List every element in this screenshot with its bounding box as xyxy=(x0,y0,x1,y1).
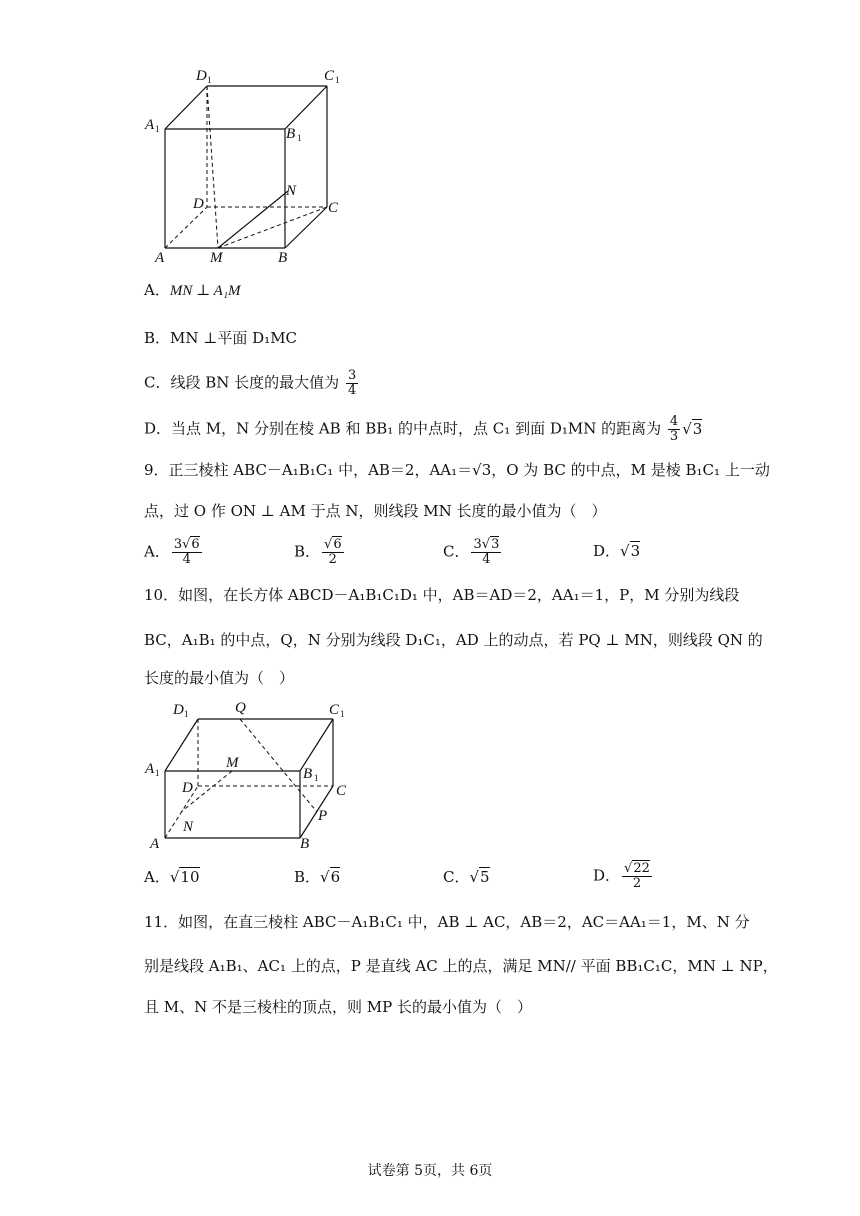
label-P: P xyxy=(318,808,328,824)
label-D1: D xyxy=(196,68,207,84)
q10-stem-line2: BC，A₁B₁ 的中点，Q，N 分别为线段 D₁C₁，AD 上的动点，若 PQ ⊥ MN，则线段 QN 的 xyxy=(144,631,763,649)
label-B1: B xyxy=(303,766,313,782)
svg-text:1: 1 xyxy=(184,709,189,719)
label-B: B xyxy=(300,836,310,852)
label-A1: A xyxy=(145,761,155,777)
q8-option-a: A．MN ⊥ A₁M xyxy=(144,281,241,299)
svg-text:1: 1 xyxy=(155,124,160,134)
q10-option-c: C．√5 xyxy=(443,868,490,886)
label-Q: Q xyxy=(235,700,246,716)
q10-option-b: B．√6 xyxy=(294,868,341,886)
page-footer: 试卷第 5页，共 6页 xyxy=(367,1163,493,1179)
svg-text:1: 1 xyxy=(314,773,319,783)
svg-text:1: 1 xyxy=(335,75,340,85)
label-C1: C xyxy=(329,702,340,718)
svg-text:1: 1 xyxy=(155,768,160,778)
label-A1: A xyxy=(145,117,155,133)
q8-option-b: B．MN ⊥平面 D₁MC xyxy=(144,329,298,347)
label-D: D xyxy=(182,780,193,796)
q8-option-c: C．线段 BN 长度的最大值为 $\frac{3}{4}$ xyxy=(144,368,357,398)
label-B: B xyxy=(278,250,288,266)
q9-option-a: A． $\frac{3√6}{4}$ xyxy=(144,537,200,567)
cube-figure xyxy=(140,62,360,272)
label-B1: B xyxy=(286,126,296,142)
q11-stem-line1: 11．如图，在直三棱柱 ABC－A₁B₁C₁ 中，AB ⊥ AC，AB＝2，AC＝AA₁＝1，M、N 分 xyxy=(144,913,750,931)
q9-option-c: C． $\frac{3√3}{4}$ xyxy=(443,537,500,567)
q11-stem-line2: 别是线段 A₁B₁、AC₁ 上的点，P 是直线 AC 上的点，满足 MN// 平面 BB₁C₁C，MN ⊥ NP， xyxy=(144,957,778,975)
q10-stem-line3: 长度的最小值为（ ） xyxy=(144,669,295,687)
label-M: M xyxy=(226,755,239,771)
label-C: C xyxy=(328,200,339,216)
label-D1: D xyxy=(173,702,184,718)
svg-text:1: 1 xyxy=(207,75,212,85)
q9-stem-line1: 9．正三棱柱 ABC－A₁B₁C₁ 中，AB＝2，AA₁＝√3，O 为 BC 的中点，M 是棱 B₁C₁ 上一动 xyxy=(144,461,770,479)
label-C1: C xyxy=(324,68,335,84)
q10-option-a: A．√10 xyxy=(144,868,200,886)
label-A: A xyxy=(155,250,165,266)
q9-option-d: D．√3 xyxy=(593,542,641,560)
box-figure xyxy=(140,695,370,855)
label-N: N xyxy=(286,183,297,199)
q11-stem-line3: 且 M、N 不是三棱柱的顶点，则 MP 长的最小值为（ ） xyxy=(144,998,533,1016)
label-A: A xyxy=(150,836,160,852)
label-C: C xyxy=(336,783,347,799)
svg-text:1: 1 xyxy=(340,709,345,719)
label-M: M xyxy=(210,250,223,266)
q10-option-d: D． $\frac{√22}{2}$ xyxy=(593,861,650,891)
q9-option-b: B． $\frac{√6}{2}$ xyxy=(294,537,342,567)
label-N: N xyxy=(183,819,194,835)
label-D: D xyxy=(193,196,204,212)
svg-text:1: 1 xyxy=(297,133,302,143)
q10-stem-line1: 10．如图，在长方体 ABCD－A₁B₁C₁D₁ 中，AB＝AD＝2，AA₁＝1，P，M 分别为线段 xyxy=(144,586,740,604)
q8-option-d: D．当点 M，N 分别在棱 AB 和 BB₁ 的中点时，点 C₁ 到面 D₁MN 的距离为 $\frac{4}{3}$ √3 xyxy=(144,414,703,444)
q9-stem-line2: 点，过 O 作 ON ⊥ AM 于点 N，则线段 MN 长度的最小值为（ ） xyxy=(144,502,607,520)
